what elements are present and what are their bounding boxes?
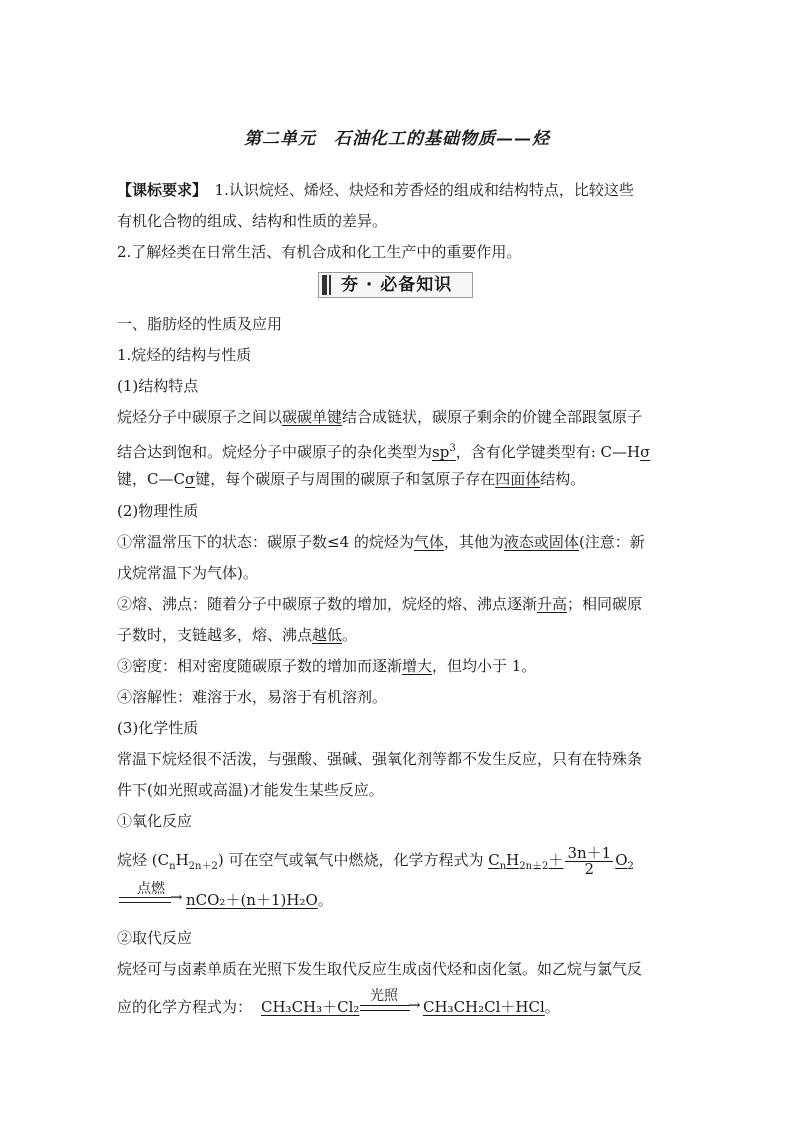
bar-stripe-thin-icon xyxy=(329,275,331,295)
fraction: $\frac{3n+1}{2}$ xyxy=(567,843,612,878)
equation-bar xyxy=(119,897,171,898)
equation-bar-4 xyxy=(360,1010,410,1011)
section-bar xyxy=(318,272,473,298)
heading-structure: (1)结构特点 xyxy=(117,377,199,395)
physical-line-4: 子数时，支链越多，熔、沸点越低。 xyxy=(117,626,358,644)
heading-1: 一、脂肪烃的性质及应用 xyxy=(117,315,283,333)
structure-line-2: 结合达到饱和。烷烃分子中碳原子的杂化类型为$sp^3$，含有化学键类型有: C—Hσ xyxy=(117,443,651,461)
heading-chemical: (3)化学性质 xyxy=(117,719,199,737)
heading-physical: (2)物理性质 xyxy=(117,502,199,520)
physical-line-2: 戊烷常温下为气体)。 xyxy=(117,564,258,582)
physical-line-3: ②熔、沸点：随着分子中碳原子数的增加，烷烃的熔、沸点逐渐升高；相同碳原 xyxy=(117,595,643,613)
requirements-line-2: 有机化合物的组成、结构和性质的差异。 xyxy=(117,212,388,230)
physical-line-6: ④溶解性：难溶于水，易溶于有机溶剂。 xyxy=(117,688,388,706)
bar-stripe-icon xyxy=(322,275,327,295)
oxidation-line-1: 烷烃 $(C_nH_{2n+2})$ 可在空气或氧气中燃烧，化学方程式为 $C_nH_{2n+2}+$ $\frac{3n+1}{2}$ $O_2$ xyxy=(117,843,634,878)
arrow-icon: → xyxy=(170,888,183,906)
condition-light: 光照 xyxy=(370,988,398,1004)
condition-ignite: 点燃 xyxy=(137,881,165,897)
heading-oxidation: ①氧化反应 xyxy=(117,812,193,830)
requirements-tag: 【课标要求】 xyxy=(117,181,200,199)
page-title: 第二单元 石油化工的基础物质——烃 xyxy=(244,129,550,149)
chemical-line-2: 件下(如光照或高温)才能发生某些反应。 xyxy=(117,781,384,799)
heading-1-1: 1.烷烃的结构与性质 xyxy=(117,346,252,364)
heading-substitution: ②取代反应 xyxy=(117,929,193,947)
physical-line-1: ①常温常压下的状态：碳原子数≤4 的烷烃为气体，其他为液态或固体(注意：新 xyxy=(117,533,645,551)
substitution-line-1: 烷烃可与卤素单质在光照下发生取代反应生成卤代烃和卤化氢。如乙烷与氯气反 xyxy=(117,960,643,978)
physical-line-5: ③密度：相对密度随碳原子数的增加而逐渐增大，但均小于 1。 xyxy=(117,657,537,675)
section-bar-label: 夯 · 必备知识 xyxy=(341,275,453,295)
structure-line-3: 键，C—Cσ键，每个碳原子与周围的碳原子和氢原子存在四面体结构。 xyxy=(117,470,586,488)
structure-line-1: 烷烃分子中碳原子之间以碳碳单键结合成链状，碳原子剩余的价键全部跟氢原子 xyxy=(117,408,643,426)
requirements-line-1: 【课标要求】 1.认识烷烃、烯烃、炔烃和芳香烃的组成和结构特点，比较这些 xyxy=(117,181,634,199)
equation-bar-3 xyxy=(360,1005,410,1006)
chemical-line-1: 常温下烷烃很不活泼，与强酸、强碱、强氧化剂等都不发生反应，只有在特殊条 xyxy=(117,750,643,768)
arrow-icon: → xyxy=(408,996,421,1014)
equation-bar-2 xyxy=(119,902,171,903)
requirements-line-3: 2.了解烃类在日常生活、有机合成和化工生产中的重要作用。 xyxy=(117,243,522,261)
document-page: 第二单元 石油化工的基础物质——烃 【课标要求】 1.认识烷烃、烯烃、炔烃和芳香烃的组成和结构特点，比较这些 有机化合物的组成、结构和性质的差异。 2.了解烃类在日常生活、有机合成和化工生产中的重要作用。 夯 · 必备知识 一、脂肪烃的性质及应用 1.烷烃的结构与性质 (1)结构特点 烷烃分子中碳原子之间以碳碳单键结合成链状，碳原子剩余的价键全部跟氢原子 结合达到饱和。烷烃分子中碳原子的杂化类型为$sp^3$，含有化学键类型有: C—Hσ 键，C—Cσ键，每个碳原子与周围的碳原子和氢原子存在四面体结构。 (2)物理性质 ①常温常压下的状态：碳原子数≤4 的烷烃为气体，其他为液态或固体(注意：新 戊烷常温下为气体)。 ②熔、沸点：随着分子中碳原子数的增加，烷烃的熔、沸点逐渐升高；相同碳原 子数时，支链越多，熔、沸点越低。 ③密度：相对密度随碳原子数的增加而逐渐增大，但均小于 1。 ④溶解性：难溶于水，易溶于有机溶剂。 (3)化学性质 常温下烷烃很不活泼，与强酸、强碱、强氧化剂等都不发生反应，只有在特殊条 件下(如光照或高温)才能发生某些反应。 ①氧化反应 烷烃 $(C_nH_{2n+2})$ 可在空气或氧气中燃烧，化学方程式为 $C_nH_{2n+2}+$ $\frac{3n+1}{2}$ $O_2$ 点燃 → nCO₂＋(n＋1)H₂O。 ②取代反应 烷烃可与卤素单质在光照下发生取代反应生成卤代烃和卤化氢。如乙烷与氯气反 应的化学方程式为： CH₃CH₃＋Cl₂ 光照 → CH₃CH₂Cl＋HCl。 xyxy=(0,0,794,1123)
